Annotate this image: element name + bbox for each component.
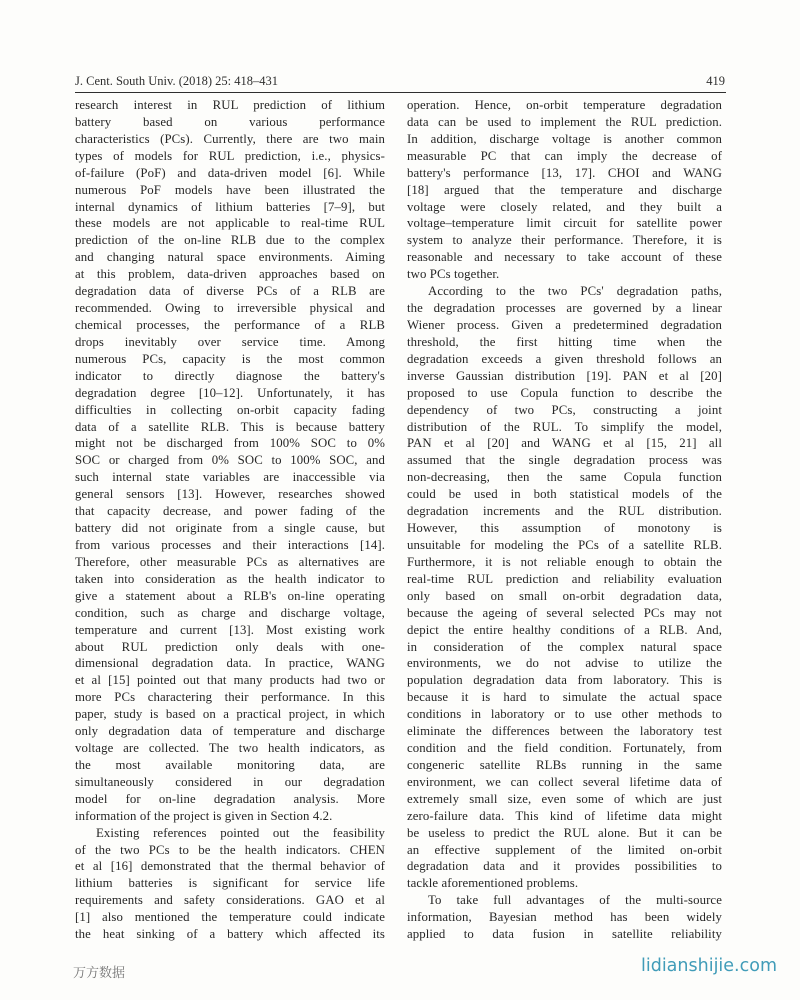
header-rule	[75, 92, 726, 93]
text-line: information, Bayesian method has been widely	[407, 910, 722, 925]
text-line: chemical processes, the performance of a RLB	[75, 317, 385, 332]
text-line: such internal state variables are inaccessible via	[75, 470, 385, 485]
text-line: paper, study is based on a practical project, in which	[75, 707, 385, 722]
text-line: requirements and safety considerations. GAO et al	[75, 893, 385, 908]
text-line: tackle aforementioned problems.	[407, 876, 579, 891]
text-line: data can be used to implement the RUL prediction.	[407, 114, 722, 129]
journal-citation: J. Cent. South Univ. (2018) 25: 418–431	[75, 74, 279, 88]
text-line: information of the project is given in Section 4.2.	[75, 808, 333, 823]
text-line: depict the entire healthy conditions of a RLB. And,	[407, 622, 722, 637]
text-line: the degradation processes are governed by a linear	[407, 301, 722, 316]
text-line: To take full advantages of the multi-source	[428, 893, 722, 908]
text-line: applied to data fusion in satellite reliability	[407, 927, 722, 942]
text-line: voltage were closely related, and they built a	[407, 199, 722, 214]
text-line: environment, we can collect several lifetime data of	[407, 774, 722, 789]
text-line: data of a satellite RLB. This is because battery	[75, 419, 385, 434]
text-line: et al [16] demonstrated that the thermal behavior of	[75, 859, 385, 874]
text-line: measurable PC that can imply the decrease of	[407, 148, 722, 163]
text-line: condition, such as charge and discharge voltage,	[75, 605, 385, 620]
text-line: non-decreasing, then the same Copula function	[407, 470, 722, 485]
text-line: lithium batteries is significant for service life	[75, 876, 385, 891]
text-line: and changing natural space environments. Aiming	[75, 250, 385, 265]
text-line: battery based on various performance	[75, 114, 385, 129]
text-line: give a statement about a RLB's on-line operating	[75, 588, 385, 603]
text-line: the heat sinking of a battery which affected its	[75, 927, 385, 942]
text-line: Therefore, other measurable PCs as alternatives are	[75, 554, 385, 569]
text-line: SOC or charged from 0% SOC to 100% SOC, and	[75, 453, 385, 468]
text-line: an effective supplement of the limited on-orbit	[407, 842, 722, 857]
text-line: research interest in RUL prediction of lithium	[75, 98, 385, 112]
text-line: in consideration of the complex natural space	[407, 639, 722, 654]
text-line: dimensional degradation data. In practice, WANG	[75, 656, 385, 671]
text-line: environments, we do not advise to utilize the	[407, 656, 722, 671]
website-watermark: lidianshijie.com	[640, 956, 777, 976]
text-line: from various processes and their interactions [14].	[75, 537, 385, 552]
text-line: distribution of the RUL. To simplify the model,	[407, 419, 722, 434]
text-line: two PCs together.	[407, 267, 500, 282]
text-line: reasonable and necessary to take account of these	[407, 250, 722, 265]
text-line: real-time RUL prediction and reliability evaluation	[407, 571, 722, 586]
text-line: might not be discharged from 100% SOC to 0%	[75, 436, 385, 451]
text-line: types of models for RUL prediction, i.e., physics-	[75, 148, 385, 163]
text-line: operation. Hence, on-orbit temperature degradation	[407, 98, 722, 112]
text-line: general sensors [13]. However, researches showed	[75, 487, 385, 502]
text-line: PAN et al [20] and WANG et al [15, 21] all	[407, 436, 722, 451]
text-line: difficulties in collecting on-orbit capacity fading	[75, 402, 385, 417]
text-line: simultaneously considered in our degradation	[75, 774, 385, 789]
text-line: prediction of the on-line RLB due to the complex	[75, 233, 385, 248]
text-line: at this problem, data-driven approaches based on	[75, 267, 385, 282]
text-line: only degradation data of temperature and discharge	[75, 724, 385, 739]
text-line: [18] argued that the temperature and discharge	[407, 182, 722, 197]
text-line: However, this assumption of monotony is	[407, 521, 722, 536]
text-line: of-failure (PoF) and data-driven model [6]. While	[75, 165, 385, 180]
text-line: dependency of two PCs, constructing a joint	[407, 402, 722, 417]
text-line: degradation exceeds a given threshold follows an	[407, 351, 722, 366]
left-column	[75, 97, 385, 943]
article-body	[75, 97, 722, 943]
text-line: more PCs charactering their performance. In this	[75, 690, 385, 705]
text-line: that capacity decrease, and power fading of the	[75, 504, 385, 519]
text-line: indicator to directly diagnose the battery's	[75, 368, 385, 383]
text-line: population degradation data from laboratory. This is	[407, 673, 722, 688]
text-line: numerous PoF models have been illustrated the	[75, 182, 385, 197]
text-line: assumed that the single degradation process was	[407, 453, 722, 468]
text-line: Furthermore, it is not reliable enough to obtain the	[407, 554, 722, 569]
text-line: could be used in both statistical models of the	[407, 487, 722, 502]
text-line: Existing references pointed out the feasibility	[96, 825, 385, 840]
text-line: inverse Gaussian distribution [19]. PAN et al [20]	[407, 368, 722, 383]
text-line: [1] also mentioned the temperature could indicate	[75, 910, 385, 925]
text-line: voltage–temperature limit circuit for satellite power	[407, 216, 722, 231]
text-line: unsuitable for modeling the PCs of a satellite RLB.	[407, 537, 722, 552]
text-line: of the two PCs to be the health indicators. CHEN	[75, 842, 385, 857]
text-line: degradation data of diverse PCs of a RLB are	[75, 284, 385, 299]
text-line: system to analyze their performance. Therefore, it is	[407, 233, 722, 248]
text-line: these models are not applicable to real-time RUL	[75, 216, 385, 231]
text-line: zero-failure data. This kind of lifetime data might	[407, 808, 722, 823]
wanfang-data-watermark: 万方数据	[73, 966, 126, 981]
text-line: about RUL prediction only deals with one-	[75, 639, 385, 654]
text-line: Wiener process. Given a predetermined degradation	[407, 317, 722, 332]
text-line: temperature and current [13]. Most existing work	[75, 622, 385, 637]
text-line: drops inevitably over service time. Among	[75, 334, 385, 349]
text-line: internal dynamics of lithium batteries [7–9], but	[75, 199, 385, 214]
text-line: because it is hard to simulate the actual space	[407, 690, 722, 705]
text-line: numerous PCs, capacity is the most common	[75, 351, 385, 366]
text-line: battery did not originate from a single cause, but	[75, 521, 385, 536]
text-line: In addition, discharge voltage is another common	[407, 131, 722, 146]
text-line: eliminate the differences between the laboratory test	[407, 724, 722, 739]
text-line: battery's performance [13, 17]. CHOI and WANG	[407, 165, 722, 180]
text-line: only based on small on-orbit degradation data,	[407, 588, 722, 603]
text-line: taken into consideration as the health indicator to	[75, 571, 385, 586]
text-line: the most available monitoring data, are	[75, 757, 385, 772]
text-line: condition and the field condition. Fortunately, from	[407, 741, 722, 756]
text-line: voltage are collected. The two health indicators, as	[75, 741, 385, 756]
text-line: et al [15] pointed out that many products had two or	[75, 673, 385, 688]
text-line: characteristics (PCs). Currently, there are two main	[75, 131, 385, 146]
text-line: congeneric satellite RLBs running in the same	[407, 757, 722, 772]
text-line: degradation degree [10–12]. Unfortunately, it has	[75, 385, 385, 400]
text-line: recommended. Owing to irreversible physical and	[75, 301, 385, 316]
text-line: According to the two PCs' degradation paths,	[428, 284, 722, 299]
text-line: proposed to use Copula function to describe the	[407, 385, 722, 400]
text-line: degradation data and it provides possibilities to	[407, 859, 722, 874]
right-column	[407, 97, 722, 943]
text-line: degradation increments and the RUL distribution.	[407, 504, 722, 519]
text-line: threshold, the first hitting time when the	[407, 334, 722, 349]
text-line: conditions in laboratory or to use other methods to	[407, 707, 722, 722]
page-number: 419	[706, 74, 725, 88]
text-line: extremely small size, even some of which are just	[407, 791, 722, 806]
text-line: be useless to predict the RUL alone. But it can be	[407, 825, 722, 840]
text-line: because the ageing of several selected PCs may not	[407, 605, 722, 620]
page-header	[75, 74, 725, 89]
text-line: model for on-line degradation analysis. More	[75, 791, 385, 806]
